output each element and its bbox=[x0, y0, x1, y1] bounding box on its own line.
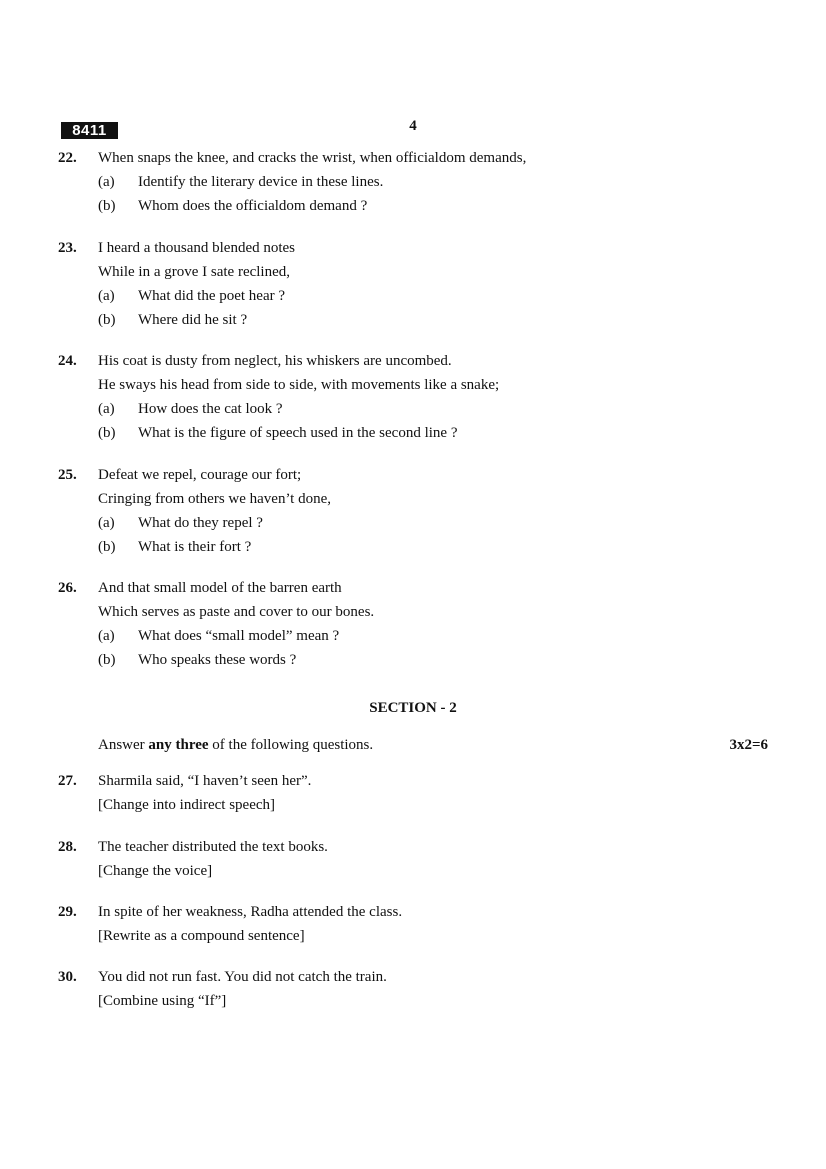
sub-text: What did the poet hear ? bbox=[138, 288, 286, 304]
question-instruction: [Rewrite as a compound sentence] bbox=[98, 928, 305, 944]
sub-question bbox=[98, 284, 285, 308]
sub-question bbox=[98, 535, 251, 559]
section-instruction bbox=[98, 735, 373, 755]
section-title: SECTION - 2 bbox=[369, 700, 457, 716]
question-line: When snaps the knee, and cracks the wrist, when officialdom demands, bbox=[98, 150, 527, 166]
sub-text: Whom does the officialdom demand ? bbox=[138, 198, 368, 214]
sub-question bbox=[98, 421, 457, 445]
question-instruction: [Combine using “If”] bbox=[98, 993, 227, 1009]
question-line: His coat is dusty from neglect, his whiskers are uncombed. bbox=[98, 353, 452, 369]
sub-question bbox=[98, 648, 296, 672]
sub-text: Who speaks these words ? bbox=[138, 652, 297, 668]
question-instruction: [Change the voice] bbox=[98, 863, 213, 879]
question-number: 22. bbox=[58, 150, 77, 166]
instruction-text: of the following questions. bbox=[208, 737, 374, 753]
instruction-text: Answer bbox=[98, 737, 149, 753]
instruction-emphasis: any three bbox=[148, 737, 209, 753]
question-number: 24. bbox=[58, 353, 77, 369]
sub-label: (b) bbox=[98, 652, 116, 668]
question-line: Sharmila said, “I haven’t seen her”. bbox=[98, 773, 312, 789]
question-line: Cringing from others we haven’t done, bbox=[98, 491, 332, 507]
sub-question bbox=[98, 194, 367, 218]
sub-label: (b) bbox=[98, 425, 116, 441]
question-line: While in a grove I sate reclined, bbox=[98, 264, 290, 280]
sub-label: (a) bbox=[98, 288, 115, 304]
question-line: And that small model of the barren earth bbox=[98, 580, 342, 596]
paper-code-badge: 8411 bbox=[61, 122, 118, 139]
sub-text: Identify the literary device in these lines. bbox=[138, 174, 384, 190]
sub-text: How does the cat look ? bbox=[138, 401, 283, 417]
sub-text: Where did he sit ? bbox=[138, 312, 248, 328]
sub-label: (a) bbox=[98, 515, 115, 531]
question-number: 28. bbox=[58, 839, 77, 855]
sub-label: (a) bbox=[98, 401, 115, 417]
sub-text: What is their fort ? bbox=[138, 539, 252, 555]
question-line: He sways his head from side to side, with movements like a snake; bbox=[98, 377, 500, 393]
question-line: The teacher distributed the text books. bbox=[98, 839, 328, 855]
question-number: 27. bbox=[58, 773, 77, 789]
sub-text: What does “small model” mean ? bbox=[138, 628, 340, 644]
question-line: I heard a thousand blended notes bbox=[98, 240, 296, 256]
question-number: 25. bbox=[58, 467, 77, 483]
sub-question bbox=[98, 511, 263, 535]
question-line: Defeat we repel, courage our fort; bbox=[98, 467, 302, 483]
sub-question bbox=[98, 397, 283, 421]
question-line: Which serves as paste and cover to our bones. bbox=[98, 604, 375, 620]
sub-label: (b) bbox=[98, 198, 116, 214]
sub-question bbox=[98, 170, 383, 194]
page-number: 4 bbox=[409, 118, 417, 134]
question-line: You did not run fast. You did not catch the train. bbox=[98, 969, 387, 985]
sub-question bbox=[98, 308, 247, 332]
question-line: In spite of her weakness, Radha attended the class. bbox=[98, 904, 403, 920]
sub-text: What is the figure of speech used in the second line ? bbox=[138, 425, 458, 441]
sub-label: (a) bbox=[98, 174, 115, 190]
sub-text: What do they repel ? bbox=[138, 515, 263, 531]
question-number: 30. bbox=[58, 969, 77, 985]
question-number: 26. bbox=[58, 580, 77, 596]
sub-label: (b) bbox=[98, 539, 116, 555]
sub-label: (a) bbox=[98, 628, 115, 644]
section-marks: 3x2=6 bbox=[729, 737, 768, 753]
question-number: 23. bbox=[58, 240, 77, 256]
question-number: 29. bbox=[58, 904, 77, 920]
sub-question bbox=[98, 624, 339, 648]
question-instruction: [Change into indirect speech] bbox=[98, 797, 276, 813]
sub-label: (b) bbox=[98, 312, 116, 328]
